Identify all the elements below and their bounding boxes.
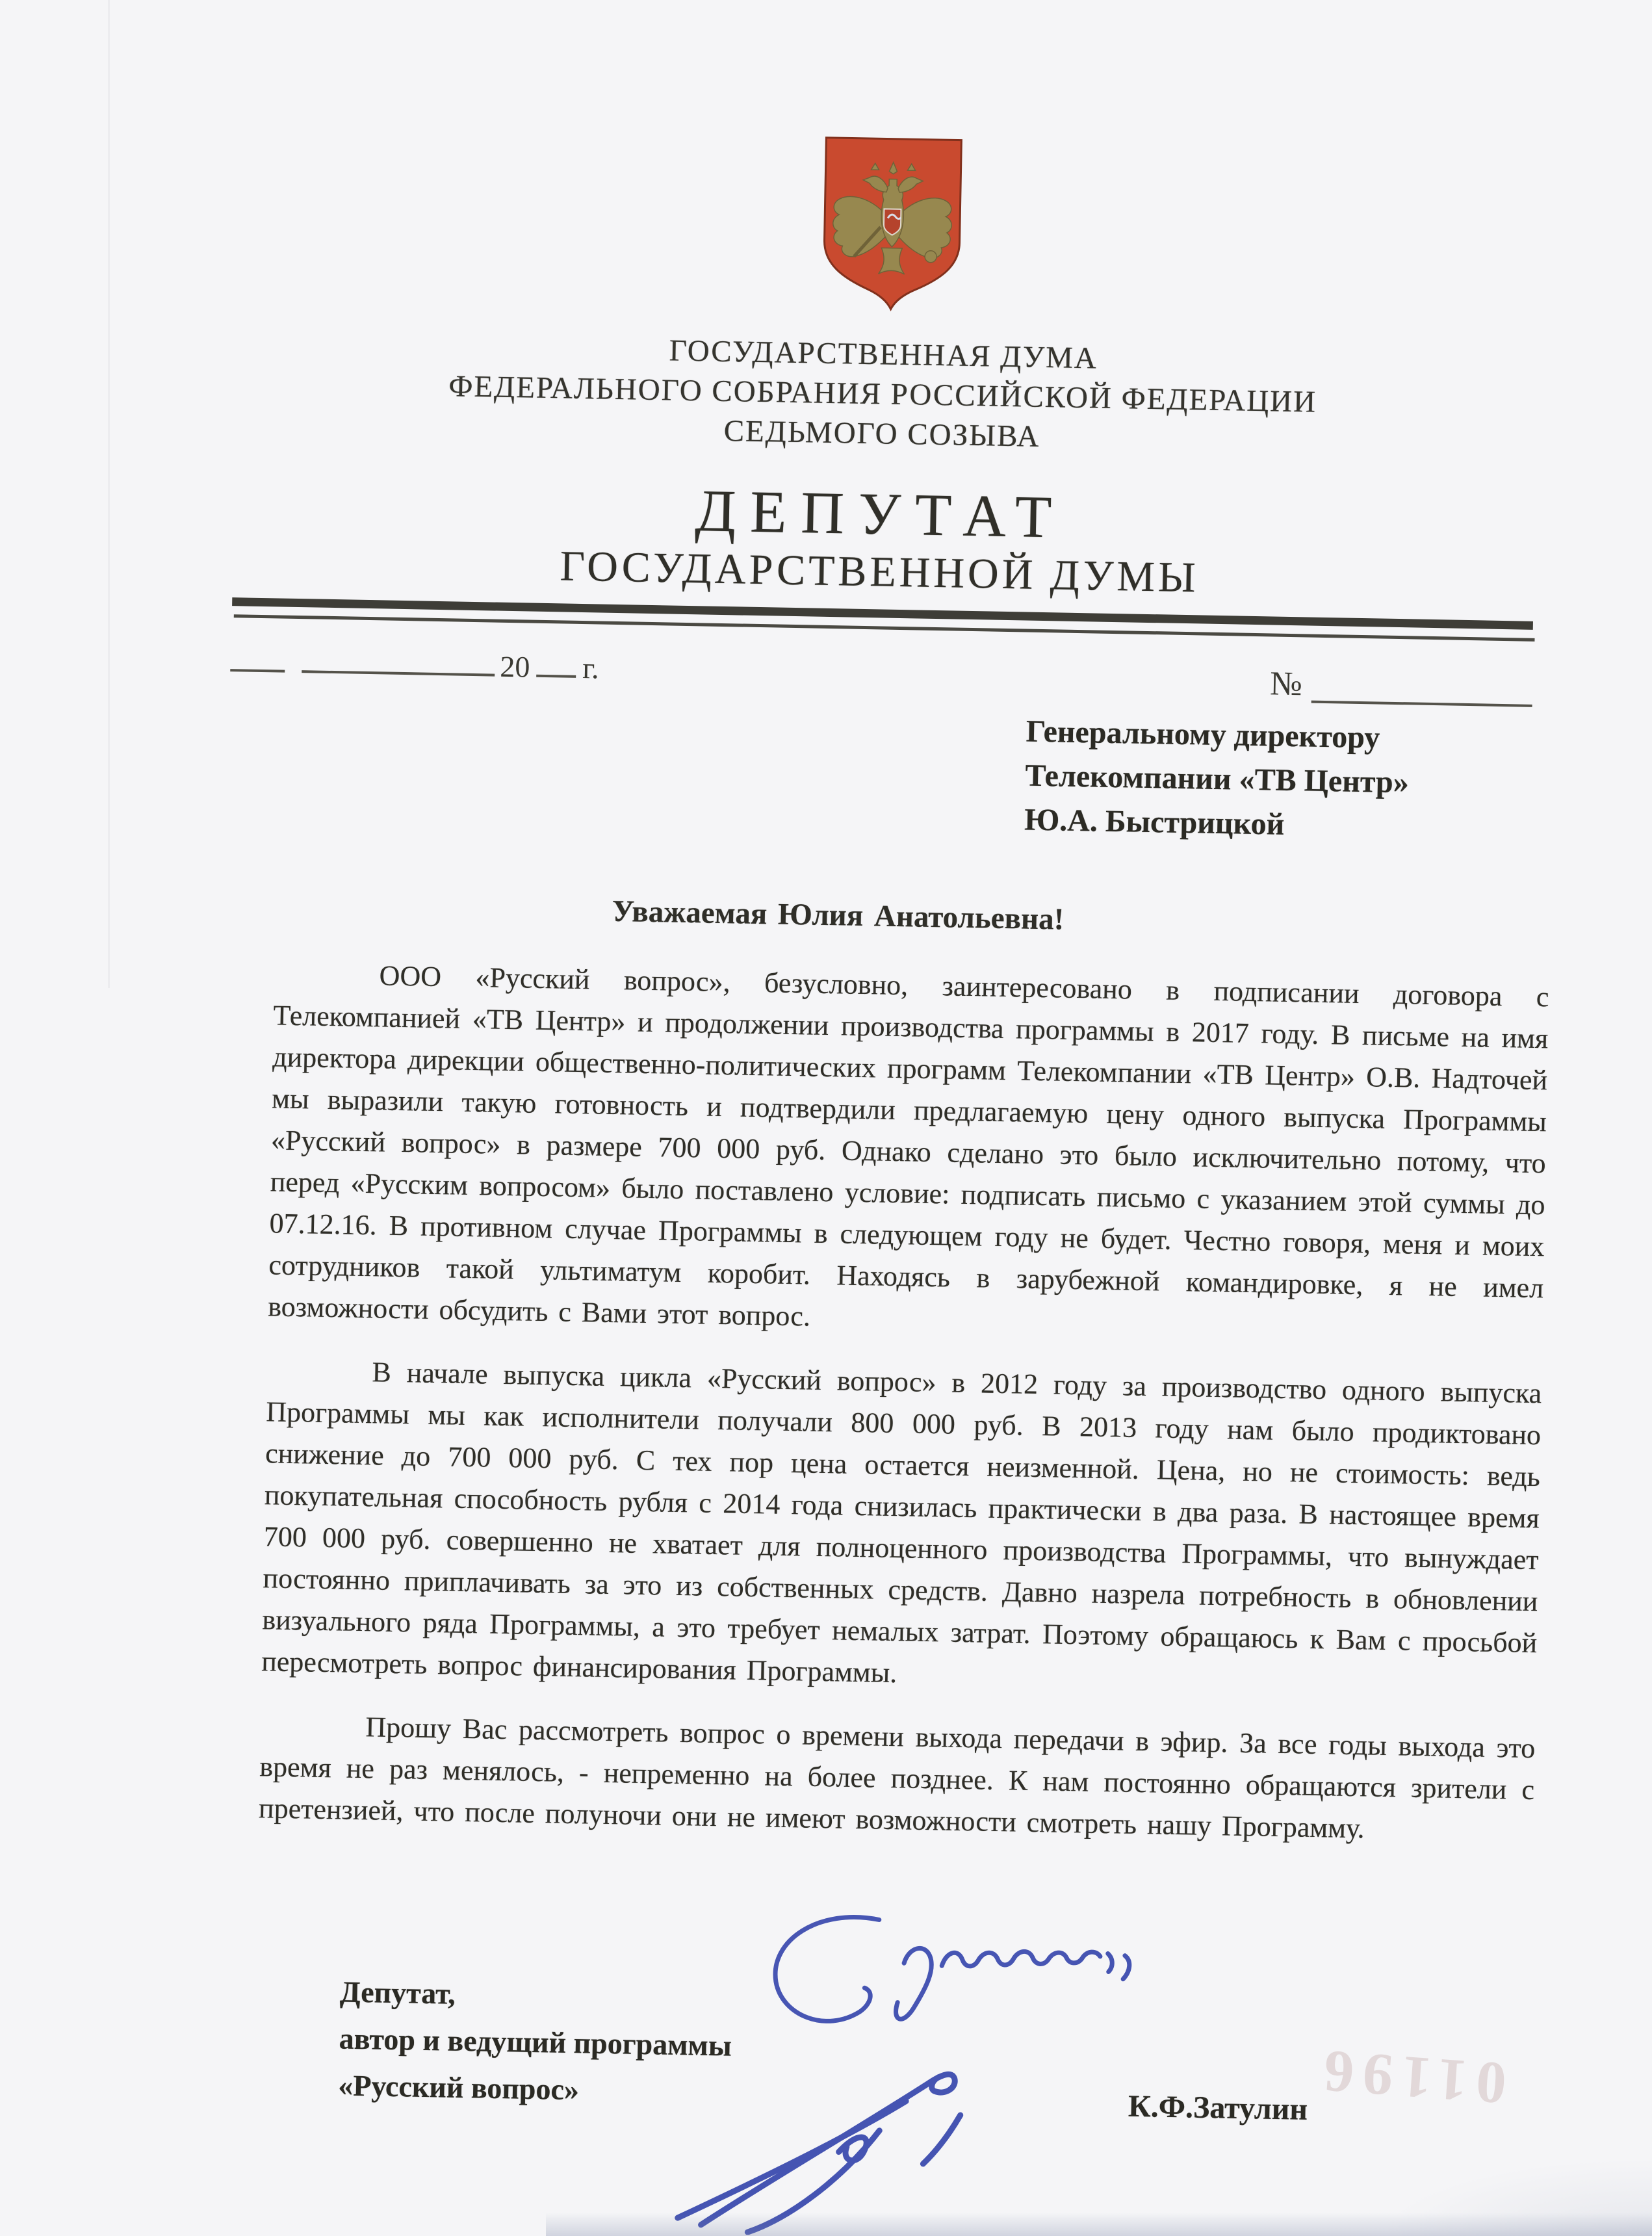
body-paragraph: ООО «Русский вопрос», безусловно, заинтересовано в подписании договора с Телекомпанией «ТВ Центр» и продолжении производства программы в 2017 году. В письме на имя директора дирекции общественно-политических программ Телекомпании «ТВ Центр» О.В. Надточей мы выразили такую готовность и подтвердили предлагаемую цену одного выпуска Программы «Русский вопрос» в размере 700 000 руб. Однако сделано это было исключительно потому, что перед «Русским вопросом» было поставлено условие: подписать письмо с указанием этой суммы до 07.12.16. В противном случае Программы в следующем году не будет. Честно говоря, меня и моих сотрудников такой ультиматум коробит. Находясь в зарубежной командировке, я не имел возможности обсудить с Вами этот вопрос. (267, 959, 1549, 1332)
date-year-suffix: г. (582, 651, 600, 685)
number-blank (1311, 671, 1532, 707)
bleed-through-number: 01196 (1312, 2037, 1509, 2118)
addressee-line: Генеральному директору (1026, 714, 1380, 755)
date-line (230, 639, 599, 685)
date-year-prefix: 20 (499, 649, 530, 684)
date-blank-month (302, 640, 495, 676)
signer-role-line: Депутат, (339, 1975, 456, 2010)
org-name-line1: ГОСУДАРСТВЕННАЯ ДУМА (669, 333, 1098, 376)
salutation: Уважаемая Юлия Анатольевна! (612, 894, 1065, 937)
body-paragraph: В начале выпуска цикла «Русский вопрос» в 2012 году за производство одного выпуска Программы мы как исполнители получали 800 000 руб. В 2013 году нам было продиктовано снижение до 700 000 руб. С тех пор цена остается неизменной. Цена, но не стоимость: ведь покупательная способность рубля с 2014 года снизилась практически в два раза. В настоящее время 700 000 руб. совершенно не хватает для полноценного производства Программы, что вынуждает постоянно приплачивать за это из собственных средств. Давно назрела потребность в обновлении визуального ряда Программы, а это требует немалых затрат. Поэтому обращаюсь к Вам с просьбой пересмотреть вопрос финансирования Программы. (261, 1356, 1542, 1689)
signer-name: К.Ф.Затулин (1128, 2088, 1308, 2127)
handwritten-signature (638, 2049, 1018, 2236)
addressee-line: Телекомпании «ТВ Центр» (1025, 758, 1410, 800)
date-blank-year (536, 645, 576, 678)
letterhead-subtitle: ГОСУДАРСТВЕННОЙ ДУМЫ (560, 542, 1200, 602)
inner-shield (884, 209, 901, 235)
addressee-block (1024, 710, 1410, 850)
addressee-line: Ю.А. Быстрицкой (1024, 802, 1285, 842)
date-blank-day (230, 639, 285, 673)
letterhead (99, 320, 1652, 612)
signer-role-line: «Русский вопрос» (337, 2068, 580, 2107)
org-name-line2: ФЕДЕРАЛЬНОГО СОБРАНИЯ РОССИЙСКОЙ ФЕДЕРАЦИИ (448, 369, 1317, 419)
number-sign: № (1269, 665, 1303, 703)
letterhead-title: ДЕПУТАТ (694, 477, 1067, 551)
russia-coat-of-arms-icon (811, 131, 973, 317)
org-name-line3: СЕДЬМОГО СОЗЫВА (723, 413, 1040, 454)
body-paragraph: Прошу Вас рассмотреть вопрос о времени выхода передачи в эфир. За все годы выхода это время не раз менялось, - непременно на более позднее. К нам постоянно обращаются зрители с претензией, что после полуночи они не имеют возможности смотреть нашу Программу. (258, 1711, 1536, 1845)
number-line (1270, 662, 1533, 707)
letter-body (258, 884, 1551, 1875)
signer-role-line: автор и ведущий программы (339, 2022, 732, 2062)
scan-corner-shadow (1379, 2158, 1652, 2236)
paper-fold-line (108, 0, 110, 988)
handwritten-regards (708, 1891, 1194, 2057)
